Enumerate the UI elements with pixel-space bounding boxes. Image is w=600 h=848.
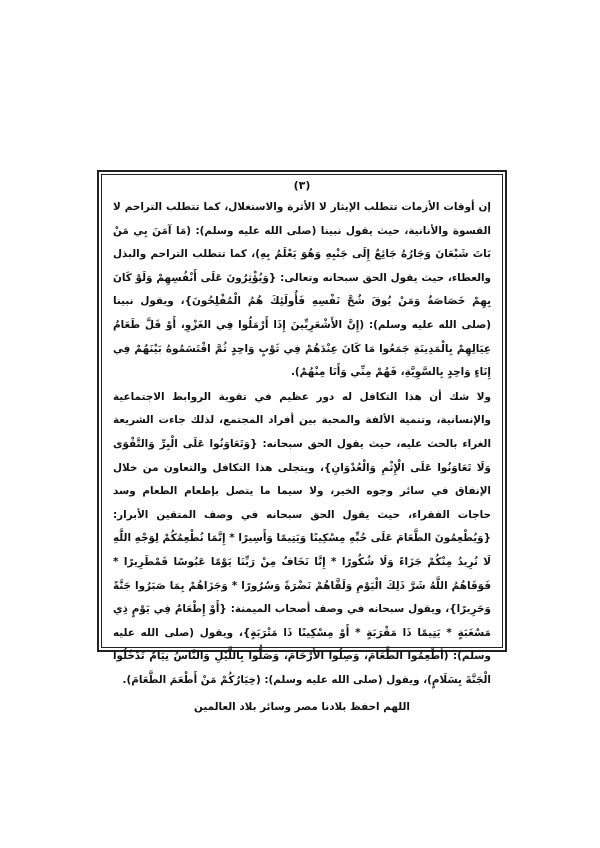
page-frame [97, 170, 507, 714]
page-number: (٣) [293, 179, 311, 192]
paragraph-1: إن أوقات الأزمات تتطلب الإيثار لا الأثرة والاستغلال، كما تتطلب التراحم لا القسوة والأنانية، حيث يقول نبينا (صلى الله عليه وسلم): (مَا آمَنَ بِي مَنْ بَاتَ شَبْعَانَ وَجَارُهُ جَائِعٌ إِلَى جَنْبِهِ وَهُوَ يَعْلَمُ بِهِ)، كما تتطلب التراحم والبذل والعطاء، حيث يقول الحق سبحانه وتعالى: {وَيُؤْثِرُونَ عَلَى أَنْفُسِهِمْ وَلَوْ كَانَ بِهِمْ خَصَاصَةٌ وَمَنْ يُوقَ شُحَّ نَفْسِهِ فَأُولَئِكَ هُمُ الْمُفْلِحُونَ}، ويقول نبينا (صلى الله عليه وسلم): (إِنَّ الأَشْعَرِيِّينَ إِذَا أَرْمَلُوا فِي الغَزْوِ، أَوْ قَلَّ طَعَامُ عِيَالِهِمْ بِالْمَدِينَةِ جَمَعُوا مَا كَانَ عِنْدَهُمْ فِي ثَوْبٍ وَاحِدٍ ثُمَّ اقْتَسَمُوهُ بَيْنَهُمْ فِي إِنَاءٍ وَاحِدٍ بِالسَّوِيَّةِ، فَهُمْ مِنِّي وَأَنَا مِنْهُمْ). [113, 201, 491, 379]
closing-prayer: اللهم احفظ بلادنا مصر وسائر بلاد العالمين [194, 701, 410, 714]
paragraph-2: ولا شك أن هذا التكافل له دور عظيم في تقوية الروابط الاجتماعية والإنسانية، وتنمية الألفة والمحبة بين أفراد المجتمع، لذلك جاءت الشريعة الغراء بالحث عليه، حيث يقول الحق سبحانه: {وَتَعَاوَنُوا عَلَى الْبِرِّ وَالتَّقْوَى وَلَا تَعَاوَنُوا عَلَى الْإِثْمِ وَالْعُدْوَانِ}، ويتجلى هذا التكافل والتعاون من خلال الإنفاق في سائر وجوه الخير، ولا سيما ما يتصل بإطعام الطعام وسد حاجات الفقراء، حيث يقول الحق سبحانه في وصف المتقين الأبرار: {وَيُطْعِمُونَ الطَّعَامَ عَلَى حُبِّهِ مِسْكِينًا وَيَتِيمًا وَأَسِيرًا * إِنَّمَا نُطْعِمُكُمْ لِوَجْهِ اللَّهِ لَا نُرِيدُ مِنْكُمْ جَزَاءً وَلَا شُكُورًا * إِنَّا نَخَافُ مِنْ رَبِّنَا يَوْمًا عَبُوسًا قَمْطَرِيرًا * فَوَقَاهُمُ اللَّهُ شَرَّ ذَلِكَ الْيَوْمِ وَلَقَّاهُمْ نَضْرَةً وَسُرُورًا * وَجَزَاهُمْ بِمَا صَبَرُوا جَنَّةً وَحَرِيرًا}، ويقول سبحانه في وصف أصحاب الميمنة: {أَوْ إِطْعَامٌ فِي يَوْمٍ ذِي مَسْغَبَةٍ * يَتِيمًا ذَا مَقْرَبَةٍ * أَوْ مِسْكِينًا ذَا مَتْرَبَةٍ}، ويقول (صلى الله عليه وسلم): (أَطْعِمُوا الطَّعَامَ، وَصِلُوا الأَرْحَامَ، وَصَلُّوا بِاللَّيْلِ وَالنَّاسُ نِيَامٌ تَدْخُلُوا الْجَنَّةَ بِسَلَامٍ)، ويقول (صلى الله عليه وسلم): (خِيَارُكُمْ مَنْ أَطْعَمَ الطَّعَامَ). [113, 390, 491, 686]
